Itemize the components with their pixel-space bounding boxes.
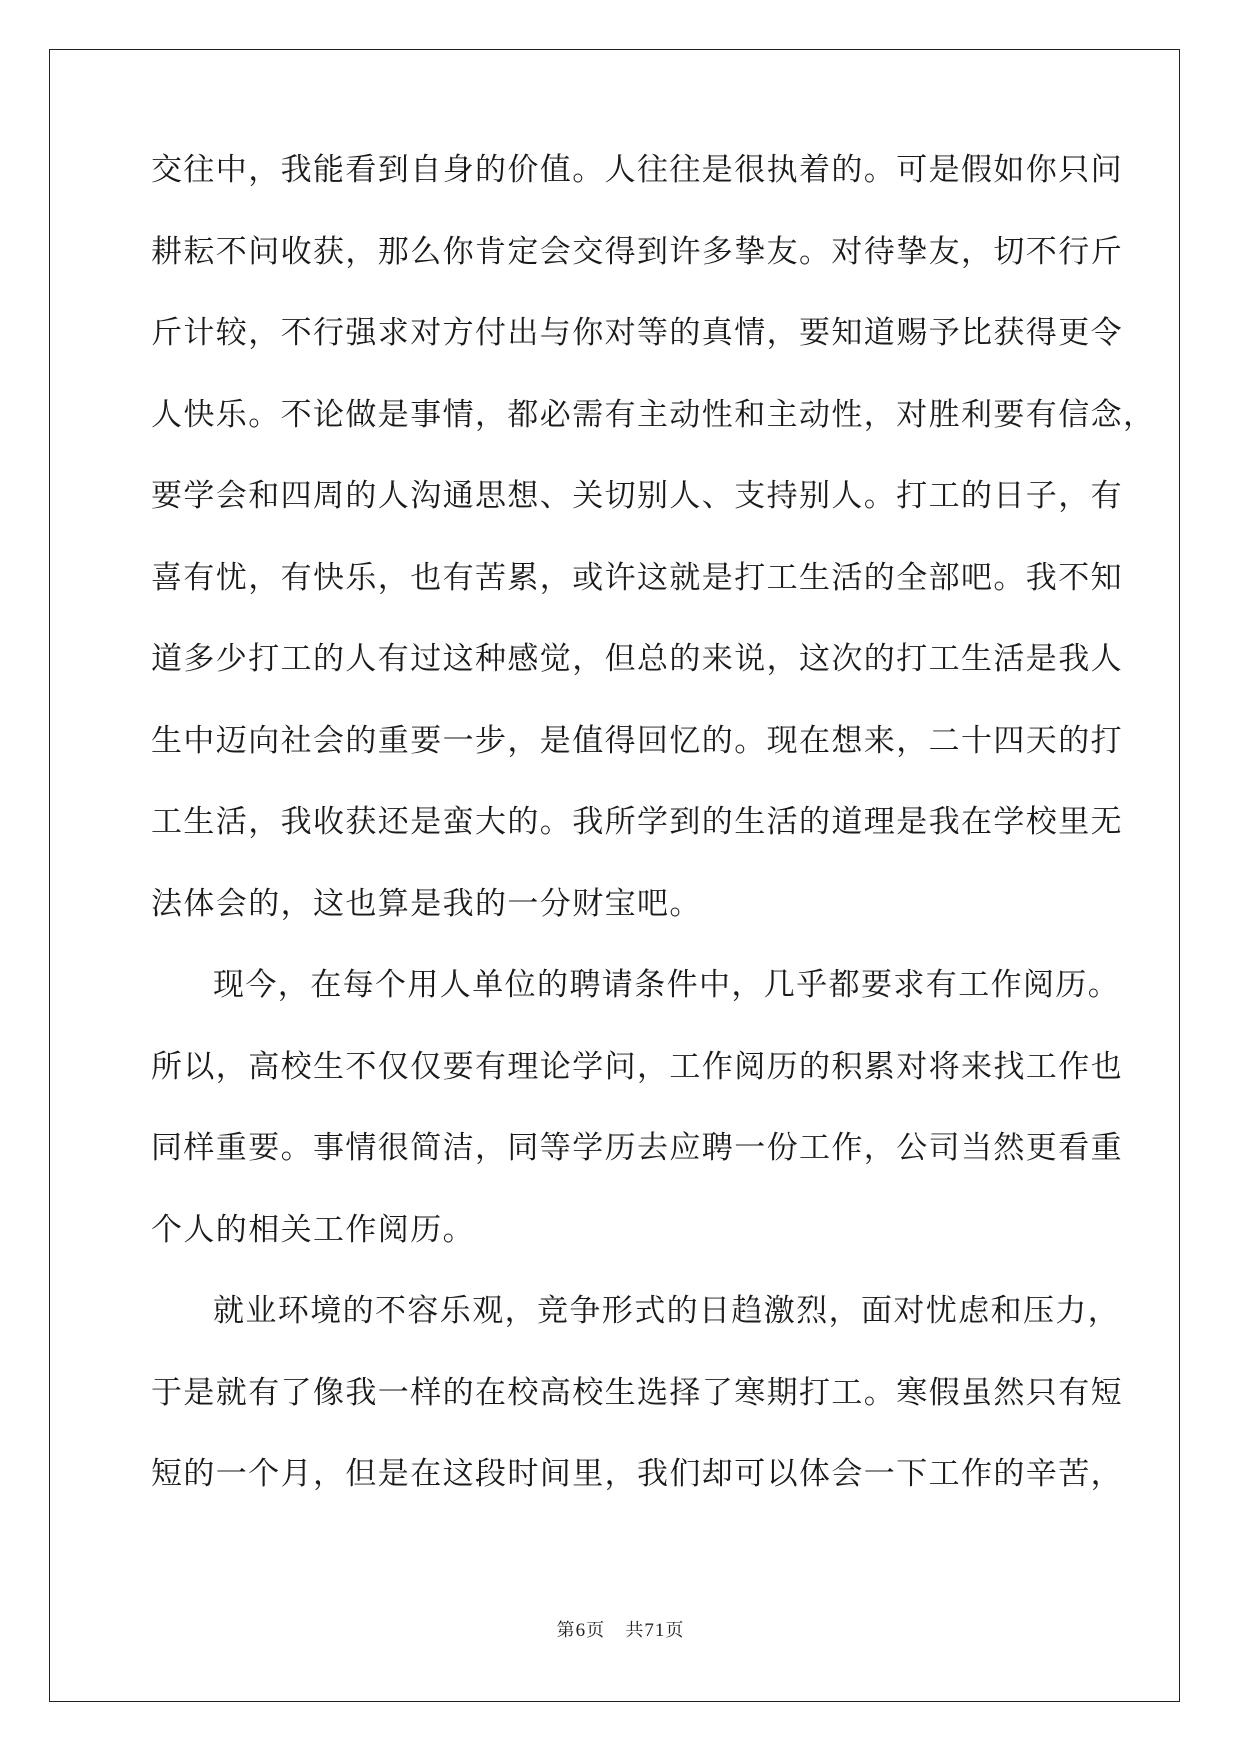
page-prefix: 第: [556, 1620, 576, 1641]
total-prefix: 共: [625, 1620, 645, 1641]
paragraph-first-line: 现今，在每个用人单位的聘请条件中，几乎都要求有工作阅历。: [213, 967, 1121, 1003]
text-line: 喜有忧，有快乐，也有苦累，或许这就是打工生活的全部吧。我不知: [151, 559, 1123, 596]
text-line: 耕耘不问收获，那么你肯定会交得到许多挚友。对待挚友，切不行斤: [151, 233, 1123, 270]
text-line: 于是就有了像我一样的在校高校生选择了寒期打工。寒假虽然只有短: [151, 1374, 1123, 1411]
document-body: [151, 150, 1156, 1536]
text-line: 所以，高校生不仅仅要有理论学问，工作阅历的积累对将来找工作也: [151, 1048, 1123, 1085]
text-line: 要学会和四周的人沟通思想、关切别人、支持别人。打工的日子，有: [151, 478, 1123, 514]
text-line: 道多少打工的人有过这种感觉，但总的来说，这次的打工生活是我人: [151, 641, 1123, 677]
page-footer: [0, 1616, 1241, 1642]
current-page-number: 6: [575, 1620, 587, 1641]
text-line: 斤计较，不行强求对方付出与你对等的真情，要知道赐予比获得更令: [151, 315, 1123, 351]
total-suffix: 页: [665, 1620, 685, 1641]
text-line: 交往中，我能看到自身的价值。人往往是很执着的。可是假如你只问: [151, 152, 1123, 188]
total-page-count: 71: [644, 1620, 666, 1641]
text-line: 人快乐。不论做是事情，都必需有主动性和主动性，对胜利要有信念，: [151, 396, 1156, 433]
text-line: 生中迈向社会的重要一步，是值得回忆的。现在想来，二十四天的打: [151, 722, 1123, 759]
text-line: 短的一个月，但是在这段时间里，我们却可以体会一下工作的辛苦，: [151, 1456, 1123, 1492]
page-suffix: 页: [586, 1620, 606, 1641]
text-line: 同样重要。事情很简洁，同等学历去应聘一份工作，公司当然更看重: [151, 1130, 1123, 1166]
text-line: 工生活，我收获还是蛮大的。我所学到的生活的道理是我在学校里无: [151, 804, 1123, 840]
text-line: 法体会的，这也算是我的一分财宝吧。: [151, 885, 702, 922]
paragraph-first-line: 就业环境的不容乐观，竞争形式的日趋激烈，面对忧虑和压力，: [213, 1293, 1121, 1329]
text-line: 个人的相关工作阅历。: [151, 1211, 475, 1248]
